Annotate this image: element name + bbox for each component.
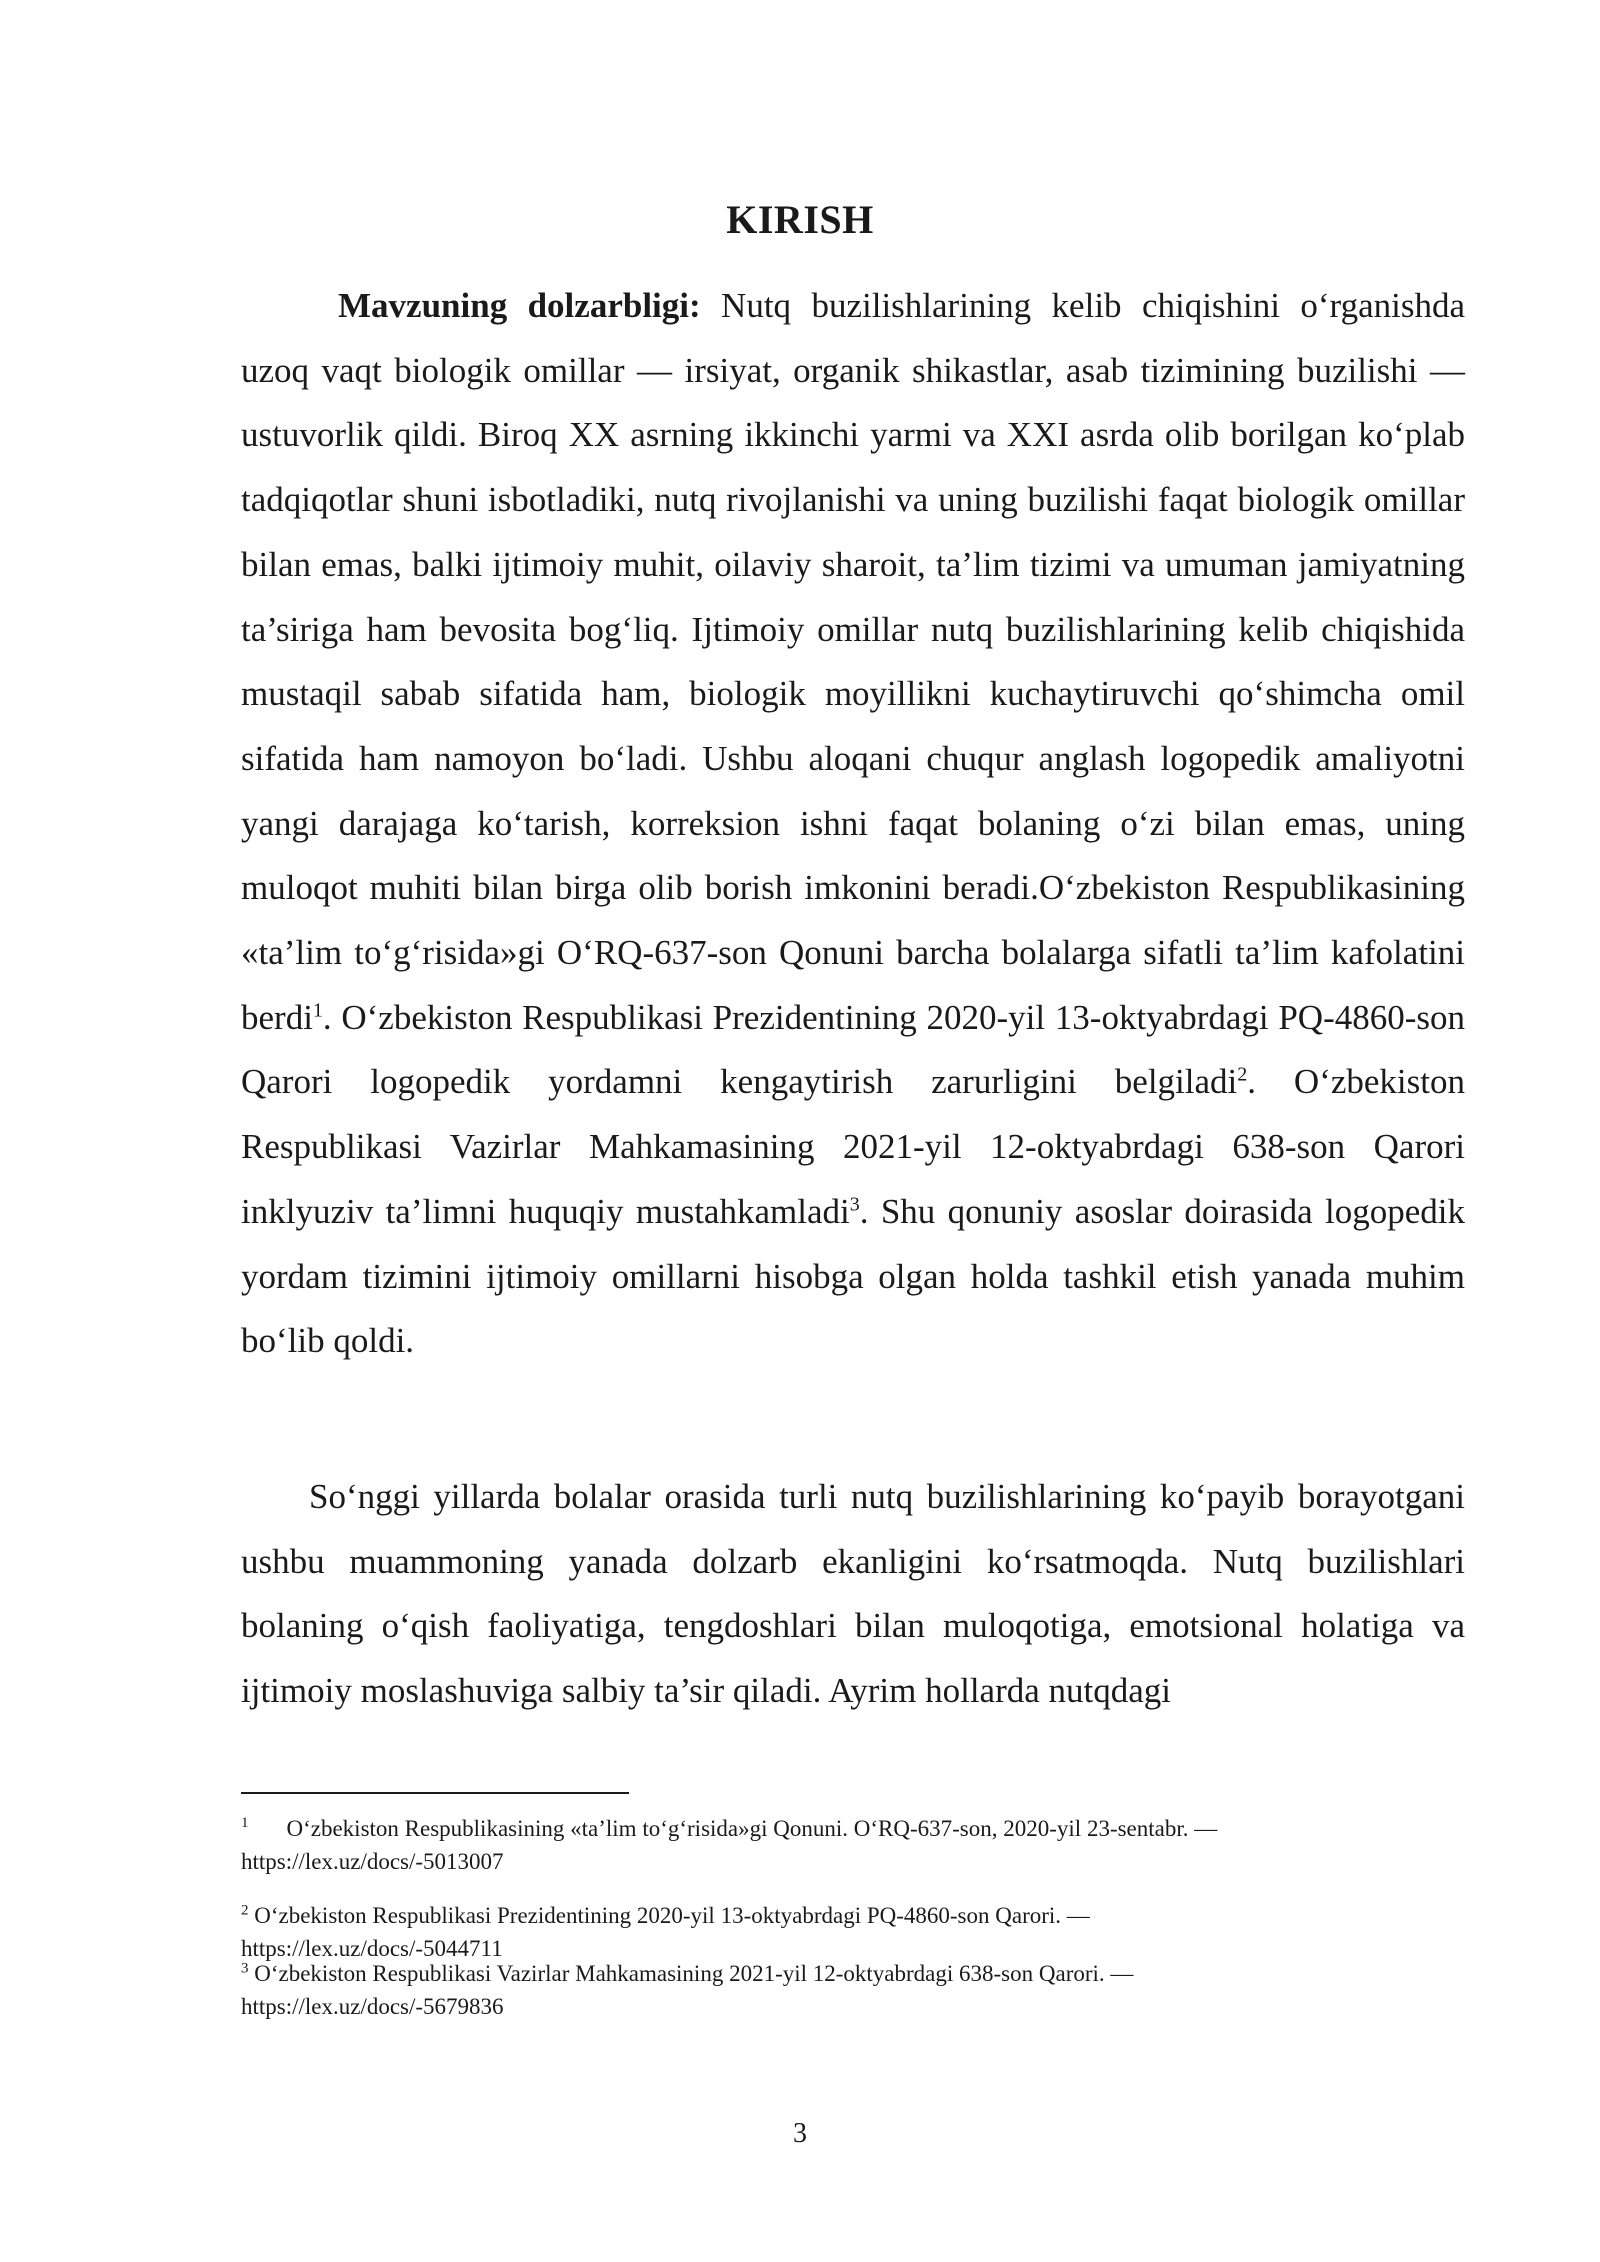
footnote-reference[interactable]: 1 — [312, 999, 323, 1022]
footnote-link[interactable]: https://lex.uz/docs/-5013007 — [241, 1849, 504, 1874]
footnote-text: O‘zbekiston Respublikasi Vazirlar Mahkamasining 2021-yil 12-oktyabrdagi 638-son Qarori. — — [254, 1961, 1134, 1986]
paragraph-lead: Mavzuning dolzarbligi: — [338, 286, 701, 325]
section-heading: KIRISH — [726, 197, 874, 242]
footnote-number: 3 — [241, 1960, 249, 1977]
footnote-text: O‘zbekiston Respublikasining «ta’lim to‘g‘risida»gi Qonuni. O‘RQ-637-son, 2020-yil 23-sentabr. — — [286, 1816, 1218, 1841]
paragraph-text: . Shu qonuniy asoslar doirasida logopedik yordam tizimini ijtimoiy omillarni hisobga olgan holda tashkil etish yanada muhim bo‘lib qoldi. — [241, 1191, 1465, 1361]
paragraph-text: . O‘zbekiston Respublikasi Vazirlar Mahkamasining 2021-yil 12-oktyabrdagi 638-son Qarori inklyuziv ta’limni huquqiy mustahkamladi — [241, 1062, 1465, 1231]
footnote-text: O‘zbekiston Respublikasi Prezidentining 2020-yil 13-oktyabrdagi PQ-4860-son Qarori. — — [254, 1903, 1090, 1928]
footnote-reference[interactable]: 2 — [1237, 1063, 1248, 1086]
footnote-link[interactable]: https://lex.uz/docs/-5044711 — [241, 1936, 503, 1961]
footnote-number: 1 — [241, 1815, 249, 1832]
footnote-3 — [241, 1957, 1465, 2023]
page-number: 3 — [793, 2118, 807, 2149]
footnote-link[interactable]: https://lex.uz/docs/-5679836 — [241, 1994, 504, 2019]
footnote-1 — [241, 1812, 1465, 1878]
footnote-number: 2 — [241, 1902, 249, 1919]
paragraph-text: Nutq buzilishlarining kelib chiqishini o‘rganishda uzoq vaqt biologik omillar — irsiyat, organik shikastlar, asab tizimining buzilishi — ustuvorlik qildi. Biroq XX asrning ikkinchi yarmi va XXI asrda olib borilgan ko‘plab tadqiqotlar shuni isbotladiki, nutq rivojlanishi va uning buzilishi faqat biologik omillar bilan emas, balki ijtimoiy muhit, oilaviy sharoit, ta’lim tizimi va umuman jamiyatning ta’siriga ham bevosita bog‘liq. Ijtimoiy omillar nutq buzilishlarining kelib chiqishida mustaqil sabab sifatida ham, biologik moyillikni kuchaytiruvchi qo‘shimcha omil sifatida ham namoyon bo‘ladi. Ushbu aloqani chuqur anglash logopedik amaliyotni yangi darajaga ko‘tarish, korreksion ishni faqat bolaning o‘zi bilan emas, uning muloqot muhiti bilan birga olib borish imkonini beradi.O‘zbekiston Respublikasining «ta’lim to‘g‘risida»gi O‘RQ-637-son Qonuni barcha bolalarga sifatli ta’lim kafolatini berdi — [241, 286, 1465, 1037]
paragraph-text: . O‘zbekiston Respublikasi Prezidentining 2020-yil 13-oktyabrdagi PQ-4860-son Qarori logopedik yordamni kengaytirish zarurligini belgiladi — [241, 997, 1465, 1102]
footnote-separator — [241, 1792, 629, 1794]
paragraph-recent-years: So‘nggi yillarda bolalar orasida turli nutq buzilishlarining ko‘payib borayotgani ushbu muammoning yanada dolzarb ekanligini ko‘rsatmoqda. Nutq buzilishlari bolaning o‘qish faoliyatiga, tengdoshlari bilan muloqotiga, emotsional holatiga va ijtimoiy moslashuviga salbiy ta’sir qiladi. Ayrim hollarda nutqdagi — [241, 1477, 1465, 1711]
footnote-reference[interactable]: 3 — [849, 1193, 860, 1216]
footnote-2 — [241, 1899, 1465, 1965]
paragraph-relevance — [241, 274, 1465, 1374]
